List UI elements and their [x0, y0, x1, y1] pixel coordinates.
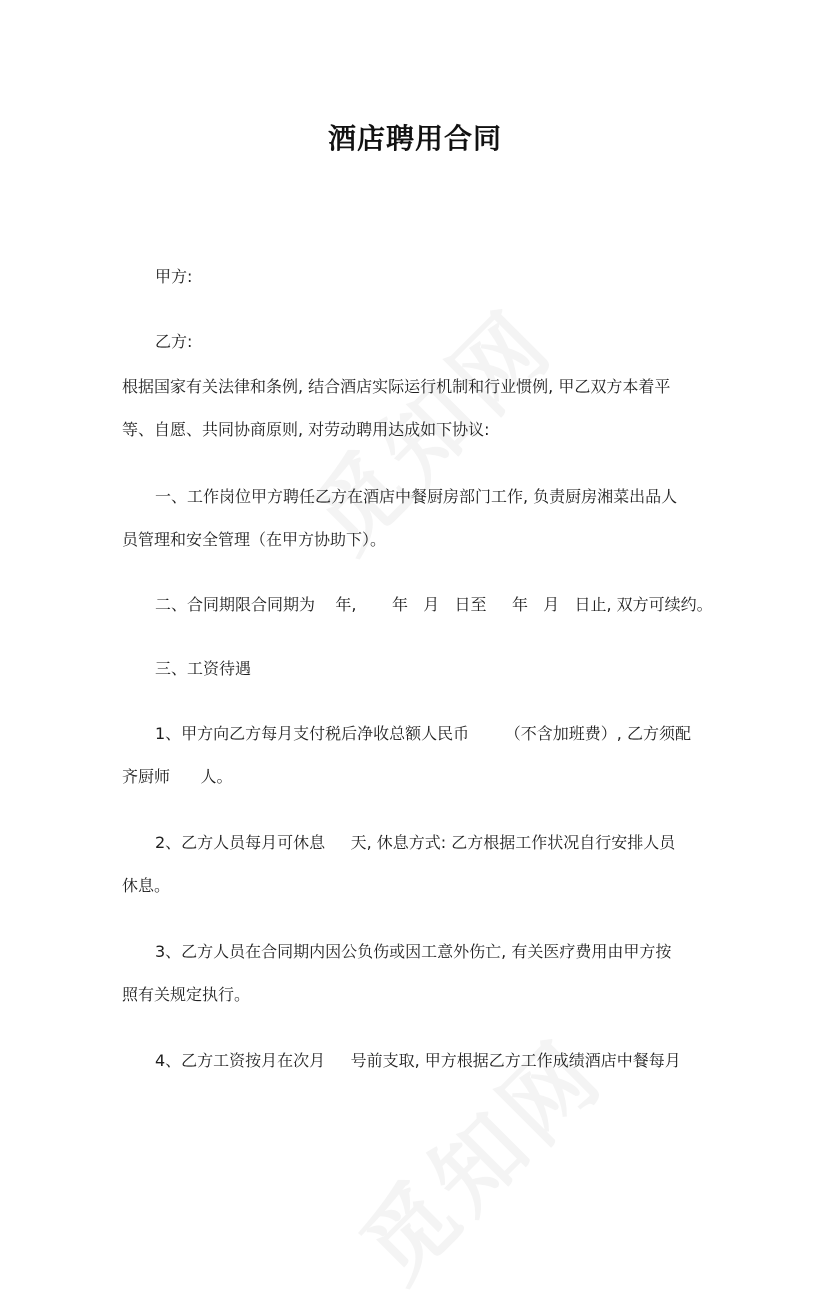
clause-3-item-1-line: 1、甲方向乙方每月支付税后净收总额人民币 （不含加班费）, 乙方须配	[155, 724, 691, 743]
clause-3-item-2-line: 2、乙方人员每月可休息 天, 休息方式: 乙方根据工作状况自行安排人员	[155, 833, 676, 852]
clause-3-item-2-line: 休息。	[122, 876, 171, 895]
intro-paragraph-line: 根据国家有关法律和条例, 结合酒店实际运行机制和行业惯例, 甲乙双方本着平	[122, 377, 671, 396]
clause-3-item-1-line: 齐厨师 人。	[122, 767, 233, 786]
party-a-label: 甲方:	[155, 267, 193, 286]
clause-3-item-3-line: 3、乙方人员在合同期内因公负伤或因工意外伤亡, 有关医疗费用由甲方按	[155, 942, 672, 961]
document-title: 酒店聘用合同	[327, 122, 502, 155]
intro-paragraph-line: 等、自愿、共同协商原则, 对劳动聘用达成如下协议:	[122, 420, 490, 439]
clause-3-heading: 三、工资待遇	[155, 659, 252, 678]
clause-1-line: 员管理和安全管理（在甲方协助下）。	[122, 530, 387, 549]
clause-1-line: 一、工作岗位甲方聘任乙方在酒店中餐厨房部门工作, 负责厨房湘菜出品人	[155, 487, 678, 506]
clause-3-item-4-line: 4、乙方工资按月在次月 号前支取, 甲方根据乙方工作成绩酒店中餐每月	[155, 1051, 681, 1070]
party-b-label: 乙方:	[155, 332, 193, 351]
clause-3-item-3-line: 照有关规定执行。	[122, 985, 251, 1004]
clause-2-line: 二、合同期限合同期为 年, 年 月 日至 年 月 日止, 双方可续约。	[155, 595, 713, 614]
